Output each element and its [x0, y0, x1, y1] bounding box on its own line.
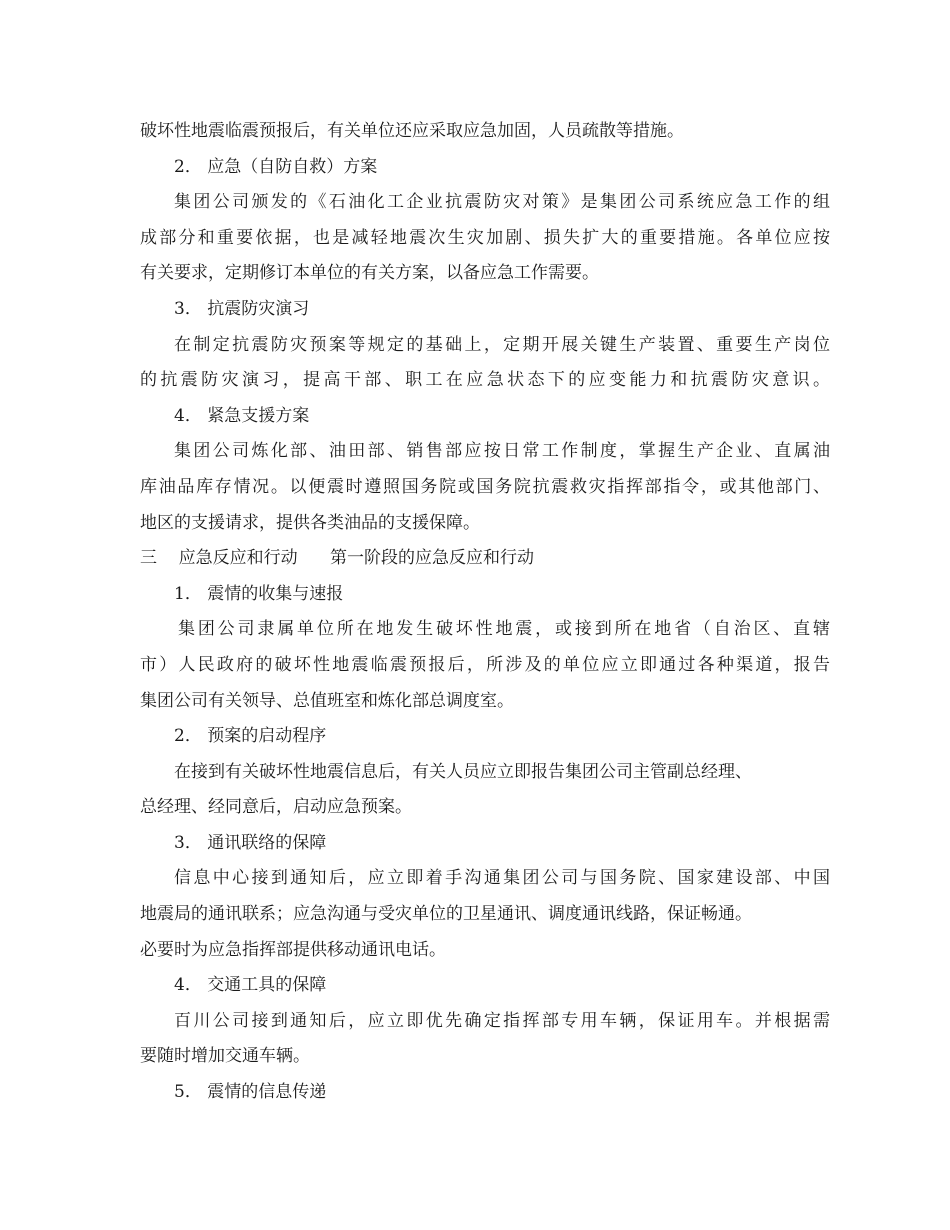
paragraph-line: 成部分和重要依据，也是减轻地震次生灾加剧、损失扩大的重要措施。各单位应按	[140, 227, 830, 248]
paragraph-line: 在制定抗震防灾预案等规定的基础上，定期开展关键生产装置、重要生产岗位	[174, 334, 830, 355]
paragraph-line: 总经理、经同意后，启动应急预案。	[140, 797, 412, 818]
paragraph-line: 集团公司颁发的《石油化工企业抗震防灾对策》是集团公司系统应急工作的组	[174, 192, 830, 213]
section-heading: 3． 抗震防灾演习	[174, 298, 310, 319]
paragraph-line: 库油品库存情况。以便震时遵照国务院或国务院抗震救灾指挥部指令，或其他部门、	[140, 476, 830, 497]
section-heading: 1． 震情的收集与速报	[174, 583, 344, 604]
paragraph-line: 地震局的通讯联系；应急沟通与受灾单位的卫星通讯、调度通讯线路，保证畅通。	[140, 904, 752, 925]
paragraph-line: 集团公司隶属单位所在地发生破坏性地震，或接到所在地省（自治区、直辖	[178, 619, 830, 640]
body-text	[140, 114, 830, 1111]
section-heading: 4． 紧急支援方案	[174, 405, 310, 426]
paragraph-line: 地区的支援请求，提供各类油品的支援保障。	[140, 512, 480, 533]
paragraph-line: 在接到有关破坏性地震信息后，有关人员应立即报告集团公司主管副总经理、	[174, 761, 752, 782]
paragraph-line: 信息中心接到通知后，应立即着手沟通集团公司与国务院、国家建设部、中国	[174, 868, 830, 889]
paragraph-line: 要随时增加交通车辆。	[140, 1046, 310, 1067]
section-heading: 2． 应急（自防自救）方案	[174, 156, 378, 177]
section-heading: 2． 预案的启动程序	[174, 726, 327, 747]
paragraph-line: 市）人民政府的破坏性地震临震预报后，所涉及的单位应立即通过各种渠道，报告	[140, 654, 830, 675]
section-heading: 5． 震情的信息传递	[174, 1082, 327, 1103]
paragraph-line: 集团公司炼化部、油田部、销售部应按日常工作制度，掌握生产企业、直属油	[174, 441, 830, 462]
paragraph-line: 集团公司有关领导、总值班室和炼化部总调度室。	[140, 690, 514, 711]
chapter-heading: 三 应急反应和行动 第一阶段的应急反应和行动	[140, 548, 535, 569]
section-heading: 3． 通讯联络的保障	[174, 832, 327, 853]
section-heading: 4． 交通工具的保障	[174, 975, 327, 996]
paragraph-line: 百川公司接到通知后，应立即优先确定指挥部专用车辆，保证用车。并根据需	[174, 1010, 830, 1031]
paragraph-line: 破坏性地震临震预报后，有关单位还应采取应急加固，人员疏散等措施。	[140, 121, 684, 141]
paragraph-line: 必要时为应急指挥部提供移动通讯电话。	[140, 939, 446, 960]
paragraph-line: 的抗震防灾演习，提高干部、职工在应急状态下的应变能力和抗震防灾意识。	[140, 370, 830, 391]
paragraph-line: 有关要求，定期修订本单位的有关方案，以备应急工作需要。	[140, 263, 599, 284]
